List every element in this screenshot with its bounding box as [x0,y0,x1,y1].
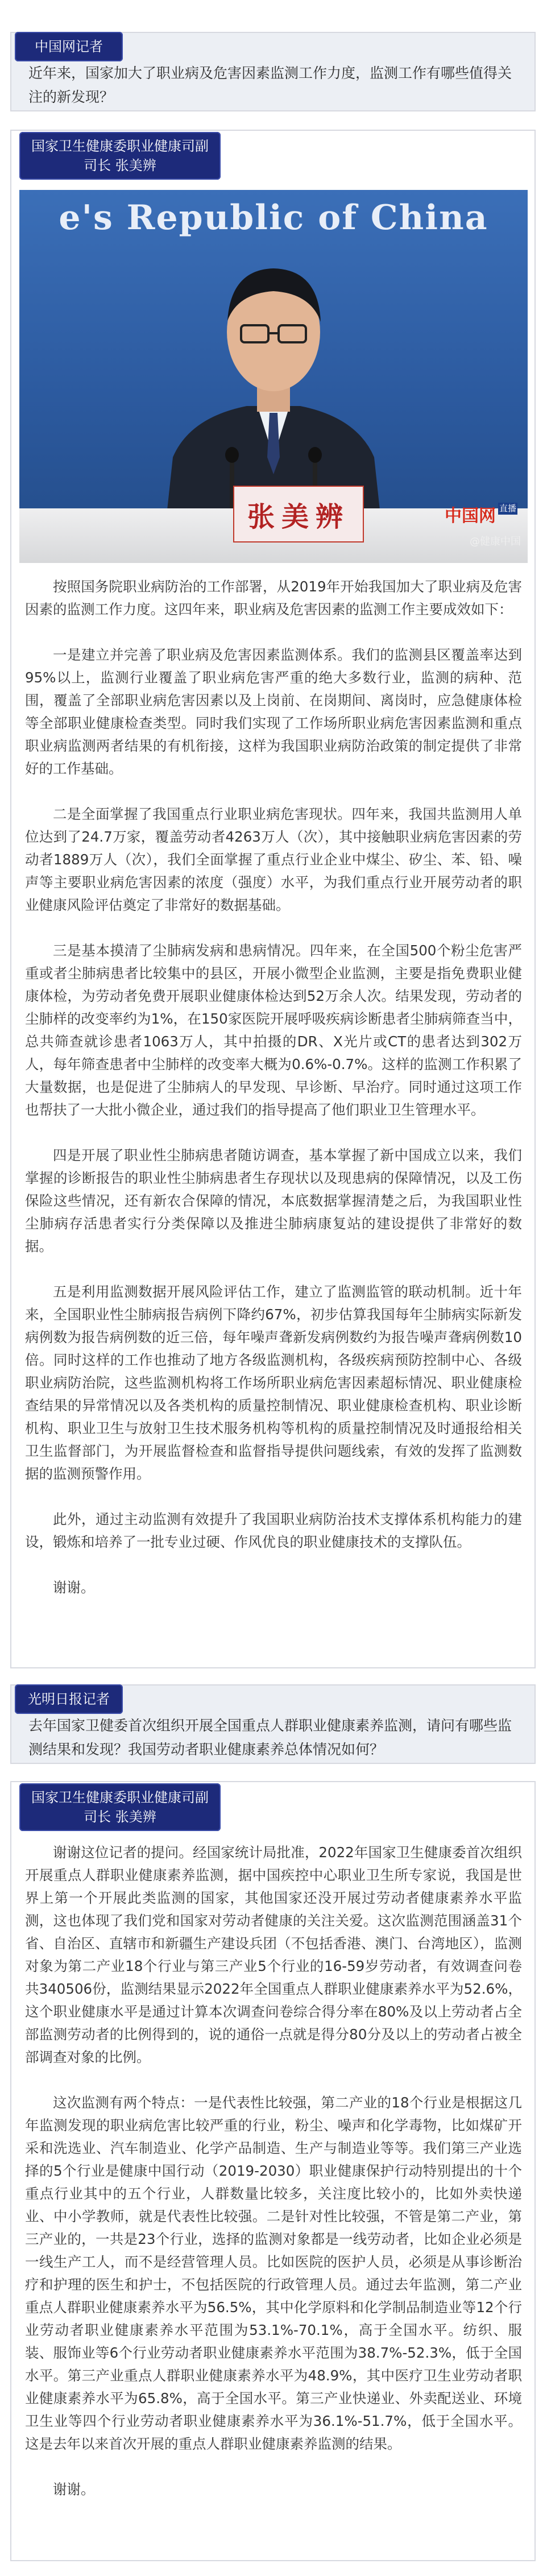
photo-credit: @健康中国 [470,536,521,548]
press-conference-photo [19,190,528,563]
answer-1-paragraph: 按照国务院职业病防治的工作部署，从2019年开始我国加大了职业病及危害因素的监测工作力度。这四年来，职业病及危害因素的监测工作主要成效如下： [25,578,522,618]
answer-2-paragraph: 谢谢。 [53,2481,95,2498]
answer-1-paragraph: 谢谢。 [53,1579,95,1596]
answer-body-1 [25,575,522,1599]
reporter-label-1: 中国网记者 [15,32,123,61]
answer-2-paragraph: 这次监测有两个特点：一是代表性比较强，第二产业的18个行业是根据这几年监测发现的职业病危害比较严重的行业，粉尘、噪声和化学毒物，比如煤矿开采和洗选业、汽车制造业、化学产品制造、生产与制造业等等。我们第三产业选择的5个行业是健康中国行动（2019-2030）职业健康保护行动特别提出的十个重点行业其中的五个行业，人群数量比较多，关注度比较小的，比如外卖快递业、中小学教师，就是代表性比较强。二是针对性比较强，不管是第二产业，第三产业的，一共是23个行业，选择的监测对象都是一线劳动者，比如企业必须是一线生产工人，而不是经营管理人员。比如医院的医护人员，必须是从事诊断治疗和护理的医生和护士，不包括医院的行政管理人员。通过去年监测，第二产业重点人群职业健康素养水平为56.5%，其中化学原料和化学制品制造业等12个行业劳动者职业健康素养水平范围为53.1%-70.1%，高于全国水平。纺织、服装、服饰业等6个行业劳动者职业健康素养水平范围为38.7%-52.3%，低于全国水平。第三产业重点人群职业健康素养水平为48.9%，其中医疗卫生业劳动者职业健康素养水平为65.8%，高于全国水平。第三产业快递业、外卖配送业、环境卫生业等四个行业劳动者职业健康素养水平为36.1%-51.7%，低于全国水平。这是去年以来首次开展的重点人群职业健康素养监测的结果。 [25,2094,522,2452]
photo-banner-text: e's Republic of China [59,198,488,238]
speaker-label-1: 国家卫生健康委职业健康司副司长 张美辨 [19,132,221,180]
question-card-1 [10,32,536,111]
photo-nameplate: 张美辨 [233,486,364,542]
answer-2-paragraph: 谢谢这位记者的提问。经国家统计局批准，2022年国家卫生健康委首次组织开展重点人群职业健康素养监测，据中国疾控中心职业卫生所专家说，我国是世界上第一个开展此类监测的国家，其他国家还没开展过劳动者健康素养水平监测，这也体现了我们党和国家对劳动者健康的关注关爱。这次监测范围涵盖31个省、自治区、直辖市和新疆生产建设兵团（不包括香港、澳门、台湾地区），监测对象为第二产业18个行业与第三产业5个行业的16-59岁劳动者，有效调查问卷共340506份，监测结果显示2022年全国重点人群职业健康素养水平为52.6%，这个职业健康水平是通过计算本次调查问卷综合得分率在80%及以上劳动者占全部监测劳动者的比例得到的，说的通俗一点就是得分80分及以上的劳动者占被全部调查对象的比例。 [25,1844,522,2065]
answer-1-paragraph: 三是基本摸清了尘肺病发病和患病情况。四年来，在全国500个粉尘危害严重或者尘肺病患者比较集中的县区，开展小微型企业监测，主要是指免费职业健康体检，为劳动者免费开展职业健康体检达到52万余人次。结果发现，劳动者的尘肺样的改变率约为1%，在150家医院开展呼吸疾病诊断患者尘肺病筛查当中，总共筛查就诊患者1063万人，其中拍摄的DR、X光片或CT的患者达到302万人，每年筛查患者中尘肺样的改变率大概为0.6%-0.7%。这样的监测工作积累了大量数据，也是促进了尘肺病人的早发现、早诊断、早治疗。同时通过这项工作也帮扶了一大批小微企业，通过我们的指导提高了他们职业卫生管理水平。 [25,942,522,1118]
live-badge: 直播 [499,503,516,513]
answer-1-paragraph: 五是利用监测数据开展风险评估工作，建立了监测监管的联动机制。近十年来，全国职业性尘肺病报告病例下降约67%，初步估算我国每年尘肺病实际新发病例数为报告病例数的近三倍，每年噪声聋新发病例数约为报告噪声聋病例数10倍。同时这样的工作也推动了地方各级监测机构，各级疾病预防控制中心、各级职业病防治院，这些监测机构将工作场所职业病危害因素超标情况、职业健康检查结果的异常情况以及各类机构的质量控制情况、职业健康检查机构、职业诊断机构、职业卫生与放射卫生技术服务机构等机构的质量控制情况及时通报给相关卫生监督部门，为开展监督检查和监督指导提供问题线索，有效的发挥了监测数据的监测预警作用。 [25,1283,522,1482]
answer-body-2 [25,1841,522,2501]
speaker-label-2: 国家卫生健康委职业健康司副司长 张美辨 [19,1783,221,1831]
question-text-1: 近年来，国家加大了职业病及危害因素监测工作力度，监测工作有哪些值得关注的新发现？ [28,65,512,105]
answer-1-paragraph: 二是全面掌握了我国重点行业职业病危害现状。四年来，我国共监测用人单位达到了24.7万家，覆盖劳动者4263万人（次），其中接触职业病危害因素的劳动者1889万人（次），我们全面掌握了重点行业企业中煤尘、矽尘、苯、铅、噪声等主要职业病危害因素的浓度（强度）水平，为我们重点行业开展劳动者的职业健康风险评估奠定了非常好的数据基础。 [25,806,522,913]
question-card-2 [10,1684,536,1764]
answer-1-paragraph: 四是开展了职业性尘肺病患者随访调查，基本掌握了新中国成立以来，我们掌握的诊断报告的职业性尘肺病患者生存现状以及现患病的保障情况，以及工伤保险这些情况，还有新农合保障的情况，本底数据掌握清楚之后，为我国职业性尘肺病存活患者实行分类保障以及推进尘肺病康复站的建设提供了非常好的数据。 [25,1147,522,1254]
answer-1-paragraph: 一是建立并完善了职业病及危害因素监测体系。我们的监测县区覆盖率达到95%以上，监测行业覆盖了职业病危害严重的绝大多数行业，监测的病种、范围，覆盖了全部职业病危害因素以及上岗前、在岗期间、离岗时，应急健康体检等全部职业健康检查类型。同时我们实现了工作场所职业病危害因素监测和重点职业病监测两者结果的有机衔接，这样为我国职业病防治政策的制定提供了非常好的工作基础。 [25,647,522,777]
question-text-2: 去年国家卫健委首次组织开展全国重点人群职业健康素养监测，请问有哪些监测结果和发现？我国劳动者职业健康素养总体情况如何？ [28,1717,512,1758]
china-net-logo: 中国网 [445,506,496,526]
answer-1-paragraph: 此外，通过主动监测有效提升了我国职业病防治技术支撑体系机构能力的建设，锻炼和培养了一批专业过硬、作风优良的职业健康技术的支撑队伍。 [25,1511,522,1550]
reporter-label-2: 光明日报记者 [15,1684,123,1714]
